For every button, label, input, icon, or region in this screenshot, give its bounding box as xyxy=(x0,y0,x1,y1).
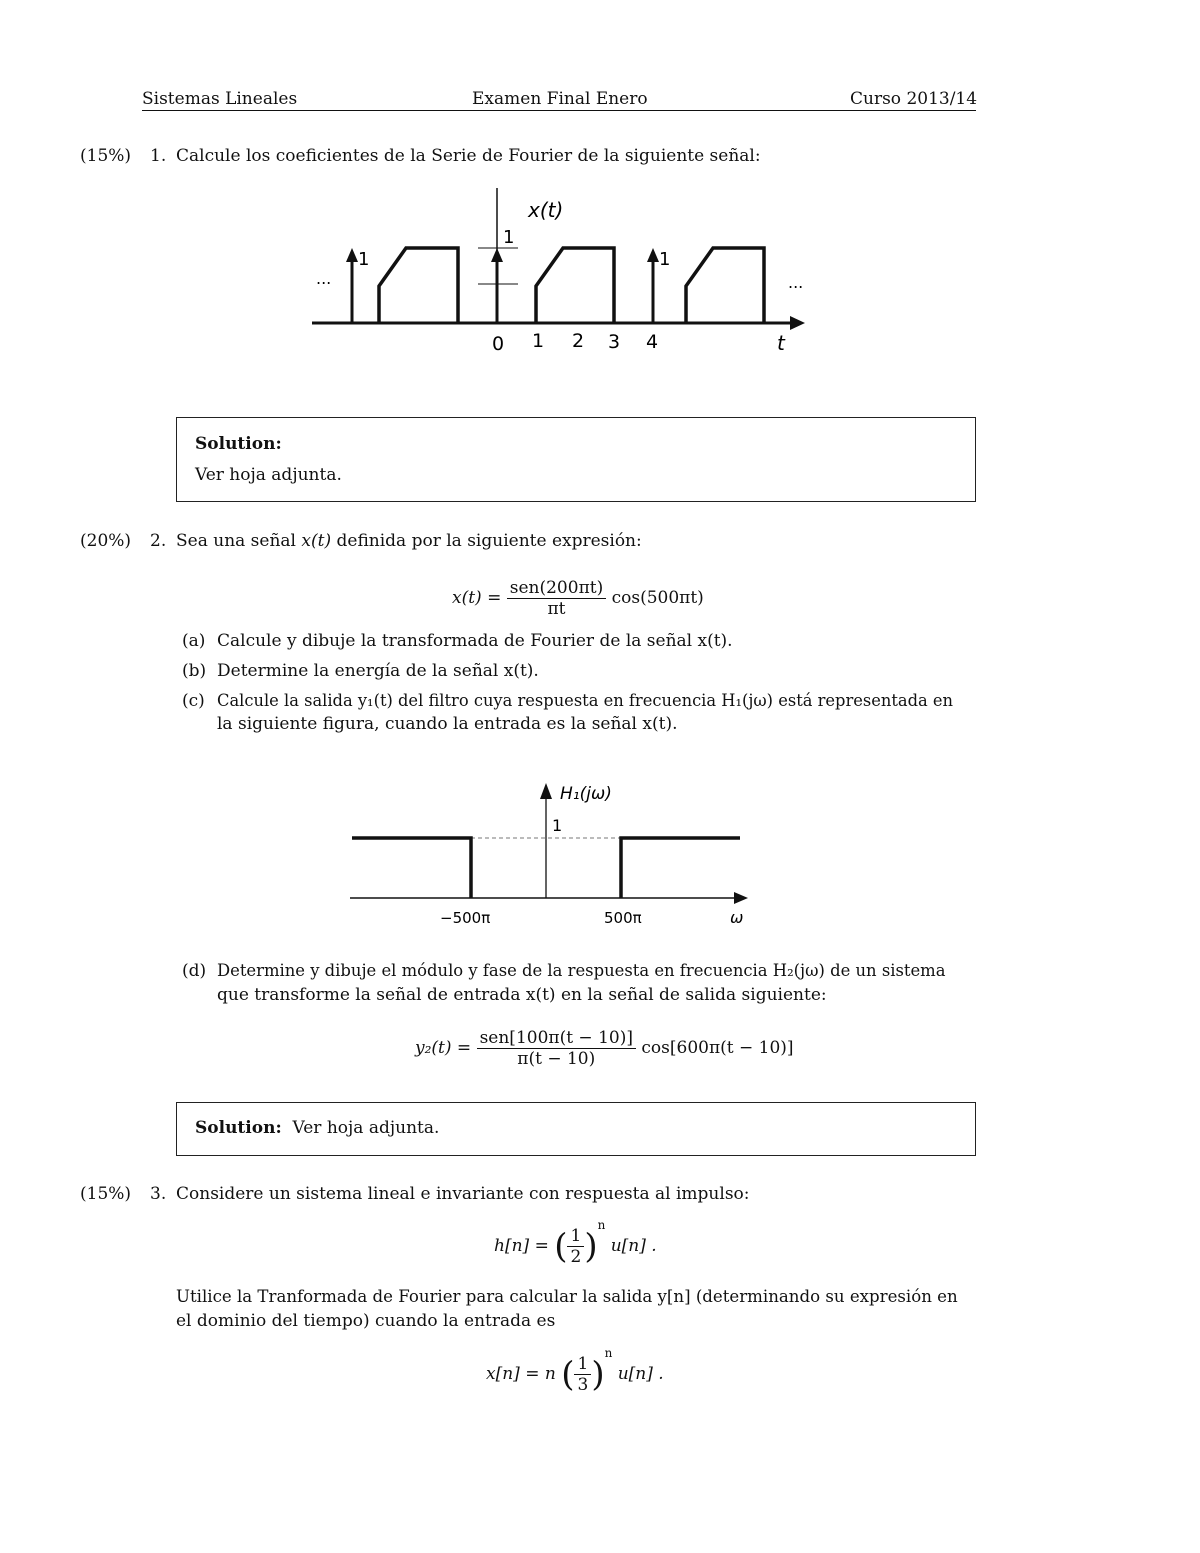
q1-signal-figure xyxy=(300,180,820,360)
amp-label-center: 1 xyxy=(503,227,515,248)
ellipsis-left: ... xyxy=(316,269,332,288)
response-left xyxy=(352,838,471,898)
q2-text xyxy=(176,530,642,552)
header-left: Sistemas Lineales xyxy=(142,89,298,109)
pulse-left xyxy=(379,248,458,323)
q3-eq1-rhs: u[n] . xyxy=(610,1236,657,1256)
q3-equation-1 xyxy=(494,1218,657,1267)
q2-solution-label: Solution: xyxy=(195,1118,282,1138)
tick-2: 2 xyxy=(572,330,585,352)
q1-solution-box xyxy=(176,417,976,502)
tick-3: 3 xyxy=(608,331,621,353)
amp-label-left: 1 xyxy=(358,249,370,270)
response-right xyxy=(621,838,740,898)
q3-text: Considere un sistema lineal e invariante con respuesta al impulso: xyxy=(176,1184,750,1204)
t-axis-arrow-icon xyxy=(790,316,805,330)
q2-item-c-label: (c) xyxy=(182,691,205,711)
q2-text-before: Sea una señal xyxy=(176,531,302,551)
header-right: Curso 2013/14 xyxy=(850,89,978,109)
amp-label-right: 1 xyxy=(659,249,671,270)
impulse-left-arrow-icon xyxy=(346,248,358,262)
h1-amp: 1 xyxy=(552,816,563,835)
q2-filter-figure xyxy=(340,775,760,935)
q1-weight: (15%) xyxy=(80,146,132,166)
q3-eq2-rhs: u[n] . xyxy=(617,1364,664,1384)
q1-solution-label: Solution: xyxy=(195,434,282,454)
q3-eq1-den: 2 xyxy=(570,1247,582,1267)
h1-label: H₁(jω) xyxy=(560,784,612,804)
q2-item-d-label: (d) xyxy=(182,961,207,981)
omega-label: ω xyxy=(730,908,744,927)
pulse-right xyxy=(686,248,764,323)
header-center: Examen Final Enero xyxy=(472,89,648,109)
q2-item-d-text: Determine y dibuje el módulo y fase de la respuesta en frecuencia H₂(jω) de un sistema xyxy=(217,961,946,980)
tick-1: 1 xyxy=(532,330,545,352)
q2-equation xyxy=(452,578,704,619)
q2-text-after: definida por la siguiente expresión: xyxy=(331,531,642,551)
header-rule xyxy=(142,110,976,111)
q2-item-c-text-2: la siguiente figura, cuando la entrada es la señal x(t). xyxy=(217,714,678,734)
q3-eq1-lhs: h[n] = xyxy=(494,1236,549,1256)
q1-solution-text: Ver hoja adjunta. xyxy=(195,465,342,485)
q3-eq2-num: 1 xyxy=(574,1354,591,1375)
q3-number: 3. xyxy=(150,1184,167,1204)
q1-number: 1. xyxy=(150,146,167,166)
q2-eq-fraction xyxy=(507,578,606,619)
q3-body-line2: el dominio del tiempo) cuando la entrada es xyxy=(176,1311,556,1331)
q2-eq2-den: π(t − 10) xyxy=(517,1049,596,1069)
q3-body-line1: Utilice la Tranformada de Fourier para calcular la salida y[n] (determinando su expresión en xyxy=(176,1287,958,1306)
q2-eq-rhs: cos(500πt) xyxy=(611,588,704,608)
q2-solution xyxy=(195,1117,439,1139)
q3-equation-2 xyxy=(486,1346,664,1395)
q2-solution-text: Ver hoja adjunta. xyxy=(292,1118,440,1138)
impulse-right-arrow-icon xyxy=(647,248,659,262)
q2-text-var: x(t) xyxy=(301,531,332,551)
impulse-center-arrow-icon xyxy=(491,248,503,262)
q2-eq2-fraction xyxy=(477,1028,636,1069)
q3-eq1-num: 1 xyxy=(567,1226,584,1247)
signal-label: x(t) xyxy=(528,198,564,222)
q2-item-d-text-2: que transforme la señal de entrada x(t) en la señal de salida siguiente: xyxy=(217,985,827,1005)
q3-eq2-lparen: ( xyxy=(561,1354,575,1395)
q2-item-b-label: (b) xyxy=(182,661,207,681)
q3-eq2-lhs: x[n] = n xyxy=(486,1364,556,1384)
tick-0: 0 xyxy=(492,333,505,355)
q3-eq2-fraction xyxy=(574,1354,591,1395)
q3-eq2-rparen: ) xyxy=(591,1354,605,1395)
q1-text: Calcule los coeficientes de la Serie de Fourier de la siguiente señal: xyxy=(176,146,761,166)
pulse-center xyxy=(536,248,614,323)
q2-item-a-text: Calcule y dibuje la transformada de Fourier de la señal x(t). xyxy=(217,631,733,651)
ellipsis-right: ... xyxy=(788,273,804,292)
q2-eq-lhs: x(t) = xyxy=(452,588,502,608)
q3-eq2-exp: n xyxy=(604,1346,613,1360)
q2-item-a-label: (a) xyxy=(182,631,206,651)
t-axis-label: t xyxy=(777,331,785,355)
q2-item-c-text: Calcule la salida y₁(t) del filtro cuya respuesta en frecuencia H₁(jω) está representada en xyxy=(217,691,954,710)
q3-eq1-exp: n xyxy=(597,1218,606,1232)
q2-solution-box xyxy=(176,1102,976,1156)
tick-neg-500pi: −500π xyxy=(440,909,491,927)
tick-4: 4 xyxy=(646,331,659,353)
q2-eq-den: πt xyxy=(547,599,566,619)
q3-weight: (15%) xyxy=(80,1184,132,1204)
q2-eq2-lhs: y₂(t) = xyxy=(415,1038,472,1058)
tick-500pi: 500π xyxy=(604,909,642,927)
q2-equation-2 xyxy=(415,1028,794,1069)
q3-eq1-fraction xyxy=(567,1226,584,1267)
q2-weight: (20%) xyxy=(80,531,132,551)
q2-eq2-rhs: cos[600π(t − 10)] xyxy=(641,1038,794,1058)
q2-eq-num: sen(200πt) xyxy=(507,578,606,599)
q2-eq2-num: sen[100π(t − 10)] xyxy=(477,1028,636,1049)
q3-eq2-den: 3 xyxy=(577,1375,589,1395)
q2-item-b-text: Determine la energía de la señal x(t). xyxy=(217,661,539,681)
q2-number: 2. xyxy=(150,531,167,551)
h-axis-arrow-icon xyxy=(540,783,552,799)
q3-eq1-lparen: ( xyxy=(554,1226,568,1267)
omega-axis-arrow-icon xyxy=(734,892,748,904)
q3-eq1-rparen: ) xyxy=(584,1226,598,1267)
